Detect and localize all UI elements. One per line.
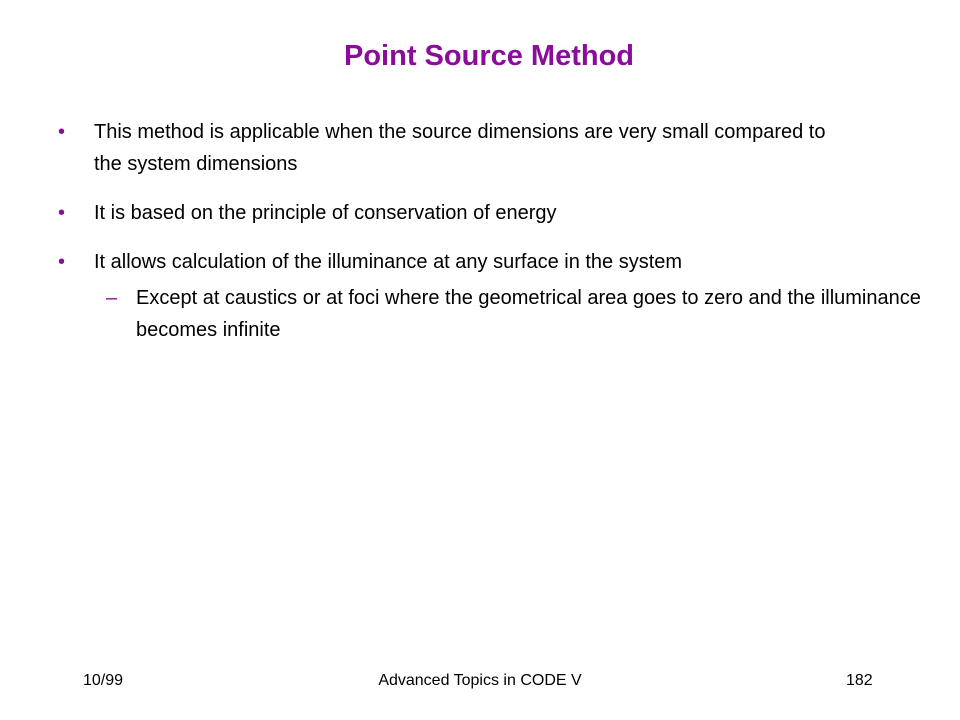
bullet-text-applicability: This method is applicable when the source dimensions are very small compared to the system dimensions bbox=[94, 121, 826, 175]
sub-bullet-marker: – bbox=[106, 287, 118, 309]
footer-date: 10/99 bbox=[83, 672, 124, 689]
sub-bullet-text-caustics: Except at caustics or at foci where the geometrical area goes to zero and the illuminance becomes infinite bbox=[136, 287, 921, 341]
bullet-marker: • bbox=[58, 121, 66, 143]
footer-page-number: 182 bbox=[846, 672, 873, 689]
bullet-marker: • bbox=[58, 202, 66, 224]
footer-course-title: Advanced Topics in CODE V bbox=[378, 672, 582, 689]
slide-title: Point Source Method bbox=[344, 40, 634, 72]
bullet-text-conservation: It is based on the principle of conservation of energy bbox=[94, 202, 557, 224]
bullet-text-illuminance: It allows calculation of the illuminance at any surface in the system bbox=[94, 251, 683, 273]
bullet-marker: • bbox=[58, 251, 66, 273]
